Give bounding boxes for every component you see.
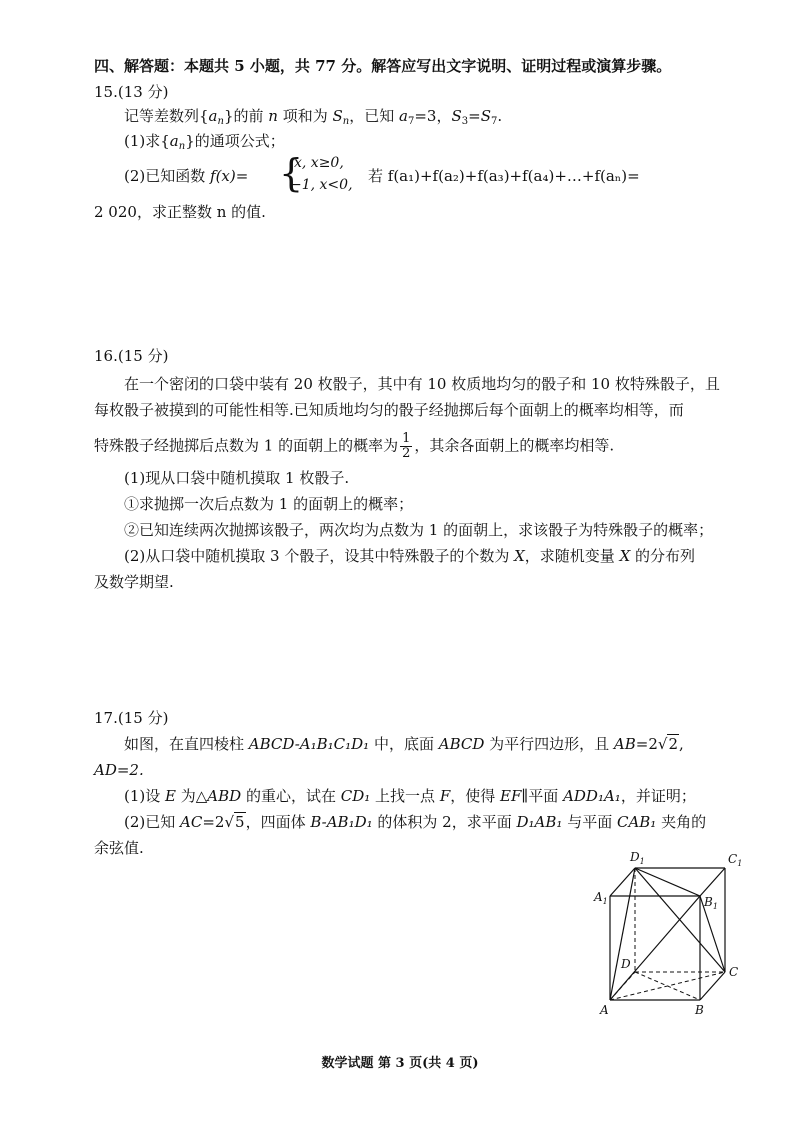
vertex-label-c: C	[729, 965, 739, 979]
edge-bc	[700, 972, 725, 1000]
vertex-label-a: A	[600, 1003, 609, 1017]
problem-16-q1b: ②已知连续两次抛掷该骰子，两次均为点数为 1 的面朝上，求该骰子为特殊骰子的概率；	[124, 521, 714, 539]
problem-17-q2-cont: 余弦值.	[94, 839, 144, 857]
problem-16-p2: 每枚骰子被摸到的可能性相等.已知质地均匀的骰子经抛掷后每个面朝上的概率均相等，而	[94, 401, 684, 419]
problem-17-q2: (2)已知 AC=2√5，四面体 B-AB₁D₁ 的体积为 2，求平面 D₁AB₁ 与平面 CAB₁ 夹角的	[124, 813, 707, 831]
fraction-one-half: $\frac{1}{2}$	[402, 431, 411, 461]
problem-17-l1: 如图，在直四棱柱 ABCD-A₁B₁C₁D₁ 中，底面 ABCD 为平行四边形，且 AB=2√2,	[124, 735, 684, 753]
problem-number: 17.	[94, 709, 118, 727]
vertex-label-c1: $C_1$	[728, 852, 743, 868]
problem-16-q1: (1)现从口袋中随机摸取 1 枚骰子.	[124, 469, 350, 487]
problem-16-q2-cont: 及数学期望.	[94, 573, 174, 591]
vertex-label-b: B	[695, 1003, 704, 1017]
edge-d1b1	[635, 868, 700, 896]
problem-16-p1: 在一个密闭的口袋中装有 20 枚骰子，其中有 10 枚质地均匀的骰子和 10 枚特殊骰子，且	[124, 375, 720, 393]
piecewise-case-2: −1, x<0,	[290, 177, 353, 193]
vertex-label-b1: $B_1$	[704, 895, 718, 911]
hidden-edge-ac	[610, 972, 725, 1000]
vertex-label-d1: $D_1$	[630, 850, 645, 866]
problem-17-l2: AD=2.	[94, 761, 144, 779]
page-footer: 数学试题 第 3 页(共 4 页)	[321, 1056, 479, 1071]
prism-figure	[590, 848, 760, 1023]
problem-17-q1: (1)设 E 为△ABD 的重心，试在 CD₁ 上找一点 F，使得 EF∥平面 ADD₁A₁，并证明；	[124, 787, 696, 805]
problem-15-part1: (1)求$\{a_n\}$的通项公式；	[124, 132, 285, 152]
problem-points: (15 分)	[117, 347, 169, 365]
problem-15-part2-lead: (2)已知函数 f(x)=	[124, 167, 249, 185]
edge-d1a1	[610, 868, 635, 896]
problem-points: (15 分)	[117, 709, 169, 727]
problem-number: 15.	[94, 83, 118, 101]
edge-d1a	[610, 868, 635, 1000]
problem-15-header	[94, 82, 168, 102]
edge-c1b1	[700, 868, 725, 896]
problem-16-header	[94, 346, 168, 366]
vertex-label-d: D	[621, 957, 631, 971]
problem-16-p3: 特殊骰子经抛掷后点数为 1 的面朝上的概率为 $\frac{1}{2}$ ，其余各面朝上的概率均相等.	[94, 431, 615, 461]
section-header: 四、解答题：本题共 5 小题，共 77 分。解答应写出文字说明、证明过程或演算步骤。	[94, 57, 672, 75]
vertex-label-a1: $A_1$	[594, 890, 608, 906]
problem-15-intro: 记等差数列$\{a_n\}$的前 n 项和为 $S_n$，已知 $a_7=3$，$S_3=S_7$.	[124, 107, 503, 127]
problem-15-part2-cont: 2 020，求正整数 n 的值.	[94, 203, 266, 221]
piecewise-case-1: x, x≥0,	[294, 155, 344, 171]
problem-16-q1a: ①求抛掷一次后点数为 1 的面朝上的概率；	[124, 495, 414, 513]
problem-16-q2: (2)从口袋中随机摸取 3 个骰子，设其中特殊骰子的个数为 X，求随机变量 X 的分布列	[124, 547, 696, 565]
problem-17-header	[94, 708, 168, 728]
problem-15-part2-condition: 若 f(a₁)+f(a₂)+f(a₃)+f(a₄)+…+f(aₙ)=	[368, 167, 640, 185]
problem-number: 16.	[94, 347, 118, 365]
function-name: f(x)=	[210, 167, 249, 185]
problem-points: (13 分)	[117, 83, 169, 101]
edge-b1a	[610, 896, 700, 1000]
piecewise-brace: {	[279, 151, 304, 195]
